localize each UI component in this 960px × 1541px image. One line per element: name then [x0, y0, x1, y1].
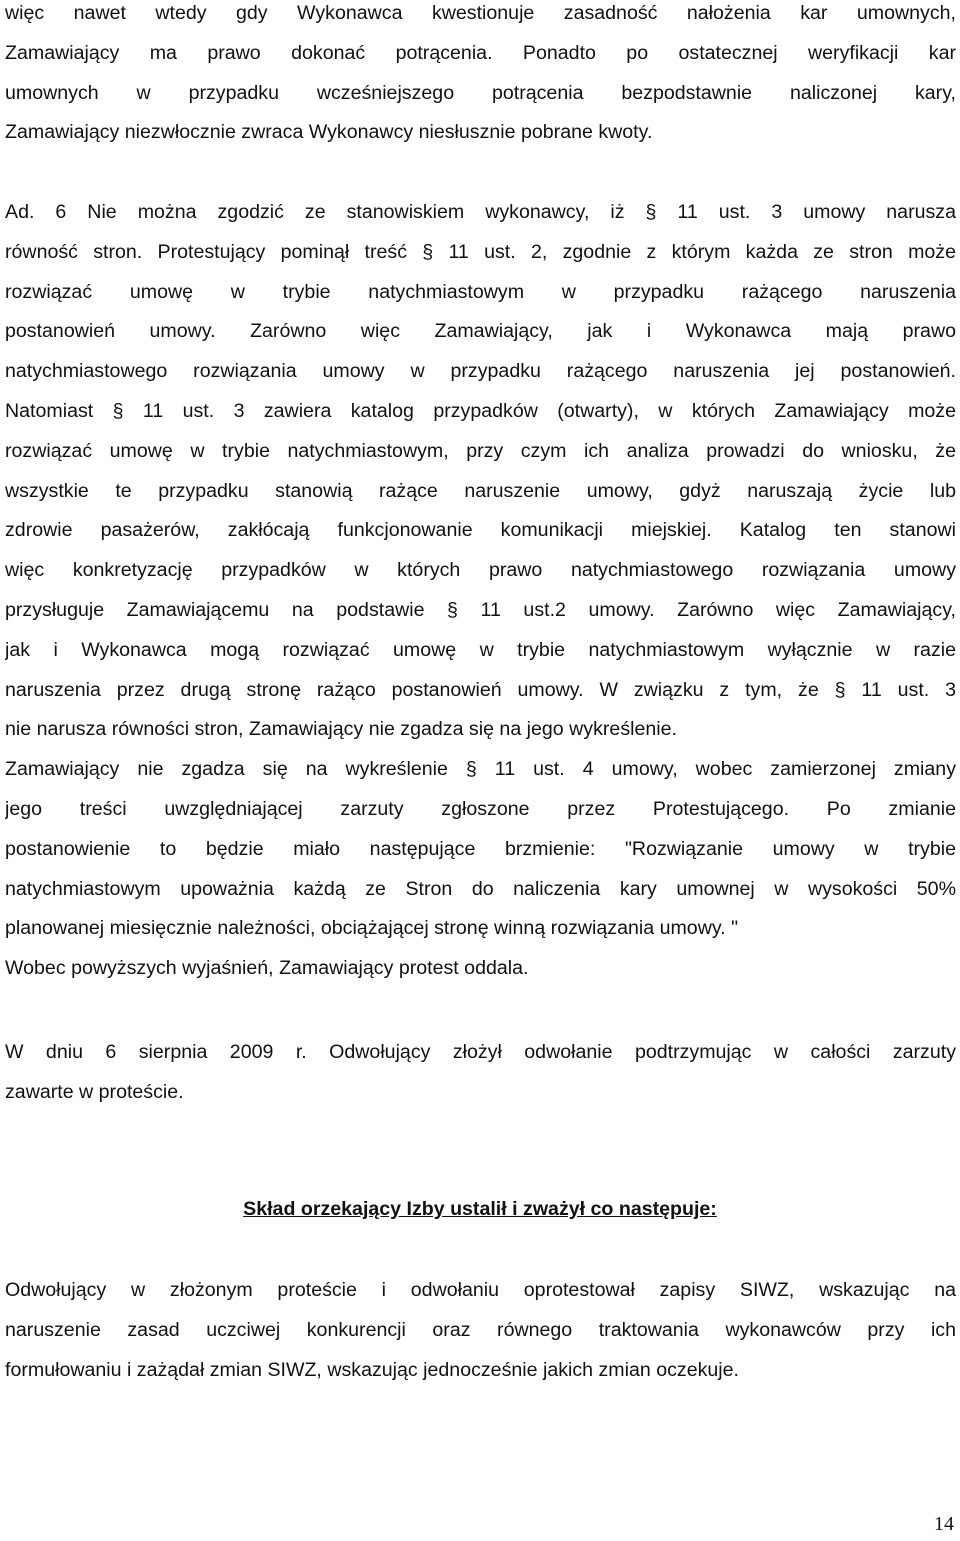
paragraph-appeal — [5, 1033, 956, 1113]
text-line: Ad. 6 Nie można zgodzić ze stanowiskiem wykonawcy, iż § 11 ust. 3 umowy narusza — [5, 201, 956, 223]
text-line: postanowienie to będzie miało następujące brzmienie: "Rozwiązanie umowy w trybie — [5, 837, 956, 860]
text-line: planowanej miesięcznie należności, obciążającej stronę winną rozwiązania umowy. " — [5, 917, 739, 940]
page-number: 14 — [934, 1513, 954, 1535]
paragraph-penalty-deduction — [5, 0, 956, 153]
text-line: jego treści uwzględniającej zarzuty zgłoszone przez Protestującego. Po zmianie — [5, 797, 956, 820]
text-line: natychmiastowym upoważnia każdą ze Stron do naliczenia kary umownej w wysokości 50% — [5, 877, 956, 900]
text-line: więc konkretyzację przypadków w których prawo natychmiastowego rozwiązania umowy — [5, 559, 956, 582]
text-line: postanowień umowy. Zarówno więc Zamawiający, jak i Wykonawca mają prawo — [5, 320, 956, 343]
text-line: natychmiastowego rozwiązania umowy w przypadku rażącego naruszenia jej postanowień. — [5, 360, 956, 383]
text-line: Zamawiający nie zgadza się na wykreślenie § 11 ust. 4 umowy, wobec zamierzonej zmiany — [5, 758, 956, 781]
text-line: zawarte w proteście. — [5, 1080, 184, 1103]
text-line: naruszenie zasad uczciwej konkurencji oraz równego traktowania wykonawców przy ich — [5, 1318, 956, 1341]
text-line: nie narusza równości stron, Zamawiający nie zgadza się na jego wykreślenie. — [5, 718, 677, 741]
text-line: Zamawiający ma prawo dokonać potrącenia. Ponadto po ostatecznej weryfikacji kar — [5, 41, 956, 64]
text-line: Wobec powyższych wyjaśnień, Zamawiający protest oddala. — [5, 957, 529, 980]
text-line: Zamawiający niezwłocznie zwraca Wykonawcy niesłusznie pobrane kwoty. — [5, 121, 653, 144]
text-line: rozwiązać umowę w trybie natychmiastowym w przypadku rażącego naruszenia — [5, 280, 956, 303]
text-line: jak i Wykonawca mogą rozwiązać umowę w trybie natychmiastowym wyłącznie w razie — [5, 638, 956, 661]
text-line: przysługuje Zamawiającemu na podstawie § 11 ust.2 umowy. Zarówno więc Zamawiający, — [5, 598, 956, 621]
text-line: W dniu 6 sierpnia 2009 r. Odwołujący złożył odwołanie podtrzymując w całości zarzuty — [5, 1041, 956, 1063]
text-line: Natomiast § 11 ust. 3 zawiera katalog przypadków (otwarty), w których Zamawiający może — [5, 399, 956, 422]
text-line: formułowaniu i zażądał zmian SIWZ, wskazując jednocześnie jakich zmian oczekuje. — [5, 1358, 739, 1381]
section-heading: Skład orzekający Izby ustalił i zważył co następuje: — [243, 1198, 717, 1220]
text-line: więc nawet wtedy gdy Wykonawca kwestionuje zasadność nałożenia kar umownych, — [5, 2, 956, 24]
text-line: wszystkie te przypadku stanowią rażące naruszenie umowy, gdyż naruszają życie lub — [5, 479, 956, 502]
paragraph-findings — [5, 1271, 956, 1390]
paragraph-ad-6 — [5, 193, 956, 989]
text-line: zdrowie pasażerów, zakłócają funkcjonowanie komunikacji miejskiej. Katalog ten stanowi — [5, 519, 956, 542]
text-line: naruszenia przez drugą stronę rażąco postanowień umowy. W związku z tym, że § 11 ust. 3 — [5, 678, 956, 701]
text-line: rozwiązać umowę w trybie natychmiastowym, przy czym ich analiza prowadzi do wniosku, że — [5, 439, 956, 462]
text-line: umownych w przypadku wcześniejszego potrącenia bezpodstawnie naliczonej kary, — [5, 81, 956, 104]
text-line: równość stron. Protestujący pominął treść § 11 ust. 2, zgodnie z którym każda ze stron może — [5, 240, 956, 263]
text-line: Odwołujący w złożonym proteście i odwołaniu oprotestował zapisy SIWZ, wskazując na — [5, 1279, 956, 1301]
